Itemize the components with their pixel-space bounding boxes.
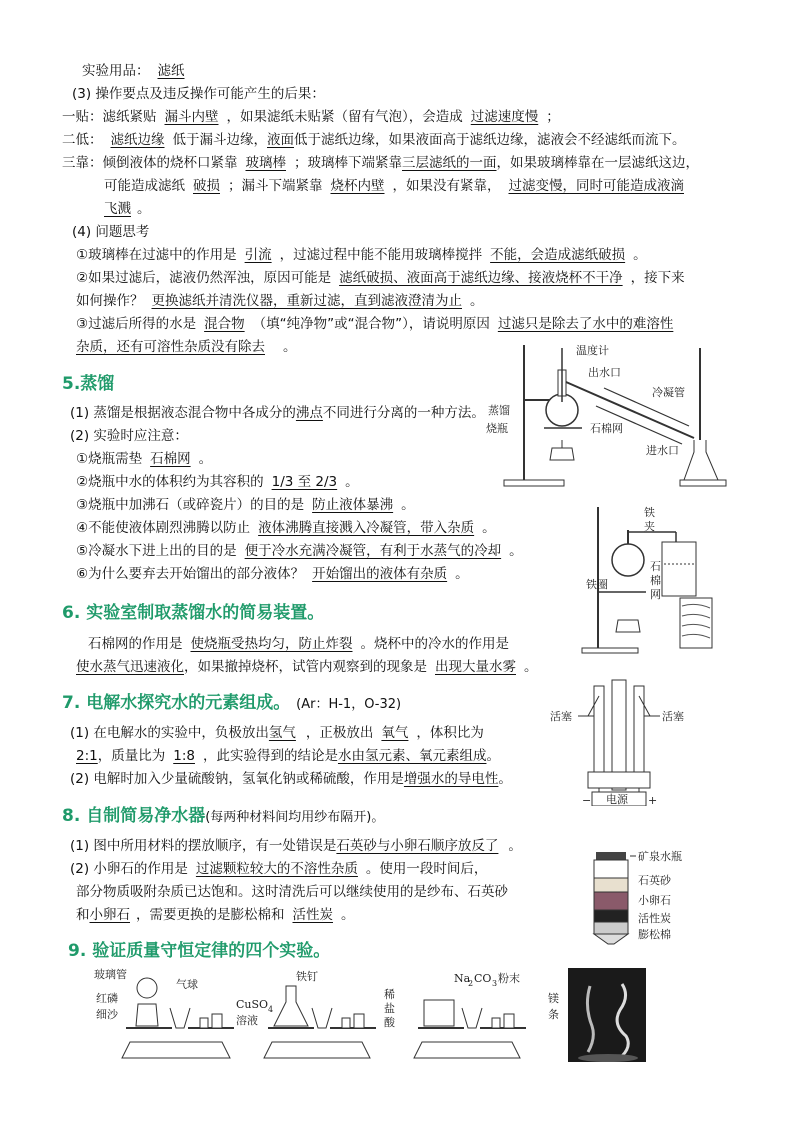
fig6-label-5: 网 <box>650 588 661 601</box>
s5-line5: ③烧瓶中加沸石（或碎瓷片）的目的是 防止液体暴沸 。 <box>76 497 415 513</box>
s6-line1: 石棉网的作用是 使烧瓶受热均匀，防止炸裂 。烧杯中的冷水的作用是 <box>88 636 509 652</box>
fig9-a1: 玻璃管 <box>94 968 127 981</box>
fig9-c5: 粉末 <box>498 972 520 985</box>
fig9-c1: Na <box>454 972 471 985</box>
fig9-b1: 铁钉 <box>296 970 318 983</box>
filt-line13: 杂质，还有可溶性杂质没有除去 。 <box>76 339 297 355</box>
filt-line8: (4) 问题思考 <box>72 224 150 240</box>
s7-line1: (1) 在电解水的实验中，负极放出氢气 ，正极放出 氧气 ，体积比为 <box>70 725 484 741</box>
s5-line1: (1) 蒸馏是根据液态混合物中各成分的沸点不同进行分离的一种方法。 <box>70 405 485 421</box>
fig9-a3: 红磷 <box>96 992 118 1005</box>
s6-line2: 使水蒸气迅速液化，如果撤掉烧杯，试管内观察到的现象是 出现大量水雾 。 <box>76 659 538 675</box>
filt-line7: 飞溅 。 <box>104 201 151 217</box>
section8-title: 8. 自制简易净水器(每两种材料间均用纱布隔开)。 <box>62 806 385 826</box>
fig7-label-neg: − <box>582 794 592 806</box>
section8-note: (每两种材料间均用纱布隔开)。 <box>205 810 385 825</box>
fig9-c2: 2 <box>468 979 474 988</box>
water-purifier-figure <box>590 846 702 950</box>
fig9-c8: 酸 <box>384 1016 395 1029</box>
fig5-label-distill: 蒸馏 <box>488 404 510 417</box>
s8-line1: (1) 图中所用材料的摆放顺序，有一处错误是石英砂与小卵石顺序放反了 。 <box>70 838 522 854</box>
fig6-label-4: 棉 <box>650 574 661 587</box>
fig8-label-carbon: 活性炭 <box>638 912 671 925</box>
filt-line11: 如何操作？ 更换滤纸并清洗仪器，重新过滤，直到滤液澄清为止 。 <box>76 293 484 309</box>
mass-conservation-figures <box>60 966 720 1066</box>
fig9-a2: 气球 <box>176 978 198 991</box>
fig5-label-flask: 烧瓶 <box>486 422 508 435</box>
s5-line4: ②烧瓶中水的体积约为其容积的 1/3 至 2/3 。 <box>76 474 359 490</box>
s5-line7: ⑤冷凝水下进上出的目的是 便于冷水充满冷凝管，有利于水蒸气的冷却 。 <box>76 543 523 559</box>
fig9-c6: 稀 <box>384 988 395 1001</box>
distillation-apparatus-figure <box>484 340 734 490</box>
s5-line2: (2) 实验时应注意： <box>70 428 188 444</box>
fig9-a4: 细沙 <box>96 1008 118 1021</box>
fig7-label-pos: + <box>648 794 658 806</box>
simple-distill-figure <box>576 502 714 654</box>
section7-title: 7. 电解水探究水的元素组成。 (Ar：H-1，O-32) <box>62 693 402 713</box>
fig9-b3: 4 <box>268 1005 274 1014</box>
fig9-c4: 3 <box>492 979 498 988</box>
filt-line10: ②如果过滤后，滤液仍然浑浊，原因可能是 滤纸破损、液面高于滤纸边缘、接液烧杯不干净 ，接下来 <box>76 270 685 286</box>
magnesium-ribbon-photo <box>548 968 646 1062</box>
filt-line2: (3) 操作要点及违反操作可能产生的后果： <box>72 86 325 102</box>
filt-line9: ①玻璃棒在过滤中的作用是 引流 ，过滤过程中能不能用玻璃棒搅拌 不能，会造成滤纸破损 。 <box>76 247 647 263</box>
fig9-b4: 溶液 <box>236 1014 258 1027</box>
filt-line6: 可能造成滤纸 破损 ；漏斗下端紧靠 烧杯内壁 ，如果没有紧靠， 过滤变慢，同时可能造成液滴 <box>104 178 684 194</box>
fig6-label-ring: 铁圈 <box>586 578 608 591</box>
section9-title: 9. 验证质量守恒定律的四个实验。 <box>68 941 331 961</box>
section6-title: 6. 实验室制取蒸馏水的简易装置。 <box>62 603 325 623</box>
filt-line1: 实验用品： 滤纸 <box>82 63 185 79</box>
filt-line12: ③过滤后所得的水是 混合物 （填“纯净物”或“混合物”），请说明原因 过滤只是除去了水中的难溶性 <box>76 316 674 332</box>
fig5-label-inlet: 进水口 <box>646 444 679 457</box>
s5-line6: ④不能使液体剧烈沸腾以防止 液体沸腾直接溅入冷凝管，带入杂质 。 <box>76 520 496 536</box>
balance-3 <box>384 971 526 1058</box>
fig9-b2: CuSO <box>236 998 269 1011</box>
balance-2 <box>236 969 376 1058</box>
fig8-label-cotton: 膨松棉 <box>638 928 671 941</box>
fig9-c3: CO <box>474 972 492 985</box>
section7-note: (Ar：H-1，O-32) <box>296 697 402 712</box>
s8-line2: (2) 小卵石的作用是 过滤颗粒较大的不溶性杂质 。使用一段时间后， <box>70 861 488 877</box>
section5-title: 5.蒸馏 <box>62 374 115 394</box>
s5-line8: ⑥为什么要弃去开始馏出的部分液体？ 开始馏出的液体有杂质 。 <box>76 566 469 582</box>
fig7-label-valve-right: 活塞 <box>662 710 684 723</box>
s8-line4: 和小卵石 ，需要更换的是膨松棉和 活性炭 。 <box>76 907 355 923</box>
fig9-d2: 条 <box>548 1008 559 1021</box>
electrolysis-figure <box>548 676 698 806</box>
filt-line4: 二低： 滤纸边缘 低于漏斗边缘，液面低于滤纸边缘，如果液面高于滤纸边缘，滤液会不经滤纸而流下。 <box>62 132 686 148</box>
s5-line3: ①烧瓶需垫 石棉网 。 <box>76 451 213 467</box>
fig6-label-1: 铁 <box>644 506 655 519</box>
fig8-label-bottle: 矿泉水瓶 <box>638 850 682 863</box>
filt-line5: 三靠：倾倒液体的烧杯口紧靠 玻璃棒 ；玻璃棒下端紧靠三层滤纸的一面，如果玻璃棒靠在一层滤纸这边， <box>62 155 699 171</box>
fig9-d1: 镁 <box>548 992 559 1005</box>
filt-line3: 一贴：滤纸紧贴 漏斗内壁 ，如果滤纸未贴紧（留有气泡），会造成 过滤速度慢 ； <box>62 109 560 125</box>
fig7-label-valve-left: 活塞 <box>550 710 572 723</box>
balance-1 <box>94 967 234 1058</box>
fig8-label-pebble: 小卵石 <box>638 894 671 907</box>
s7-line2: 2:1，质量比为 1:8 ，此实验得到的结论是水由氢元素、氧元素组成。 <box>76 748 500 764</box>
fig6-label-3: 石 <box>650 560 661 573</box>
fig5-label-gauze: 石棉网 <box>590 422 623 435</box>
fig8-label-quartz: 石英砂 <box>638 874 671 887</box>
fig6-label-2: 夹 <box>644 520 655 533</box>
fig5-label-thermometer: 温度计 <box>576 344 609 357</box>
fig7-label-power: 电源 <box>606 793 628 806</box>
fig5-label-condenser: 冷凝管 <box>652 386 685 399</box>
s8-line3: 部分物质吸附杂质已达饱和。这时清洗后可以继续使用的是纱布、石英砂 <box>76 884 508 900</box>
s7-line3: (2) 电解时加入少量硫酸钠，氢氧化钠或稀硫酸，作用是增强水的导电性。 <box>70 771 512 787</box>
fig5-label-outlet: 出水口 <box>588 366 621 379</box>
fig9-c7: 盐 <box>384 1002 395 1015</box>
